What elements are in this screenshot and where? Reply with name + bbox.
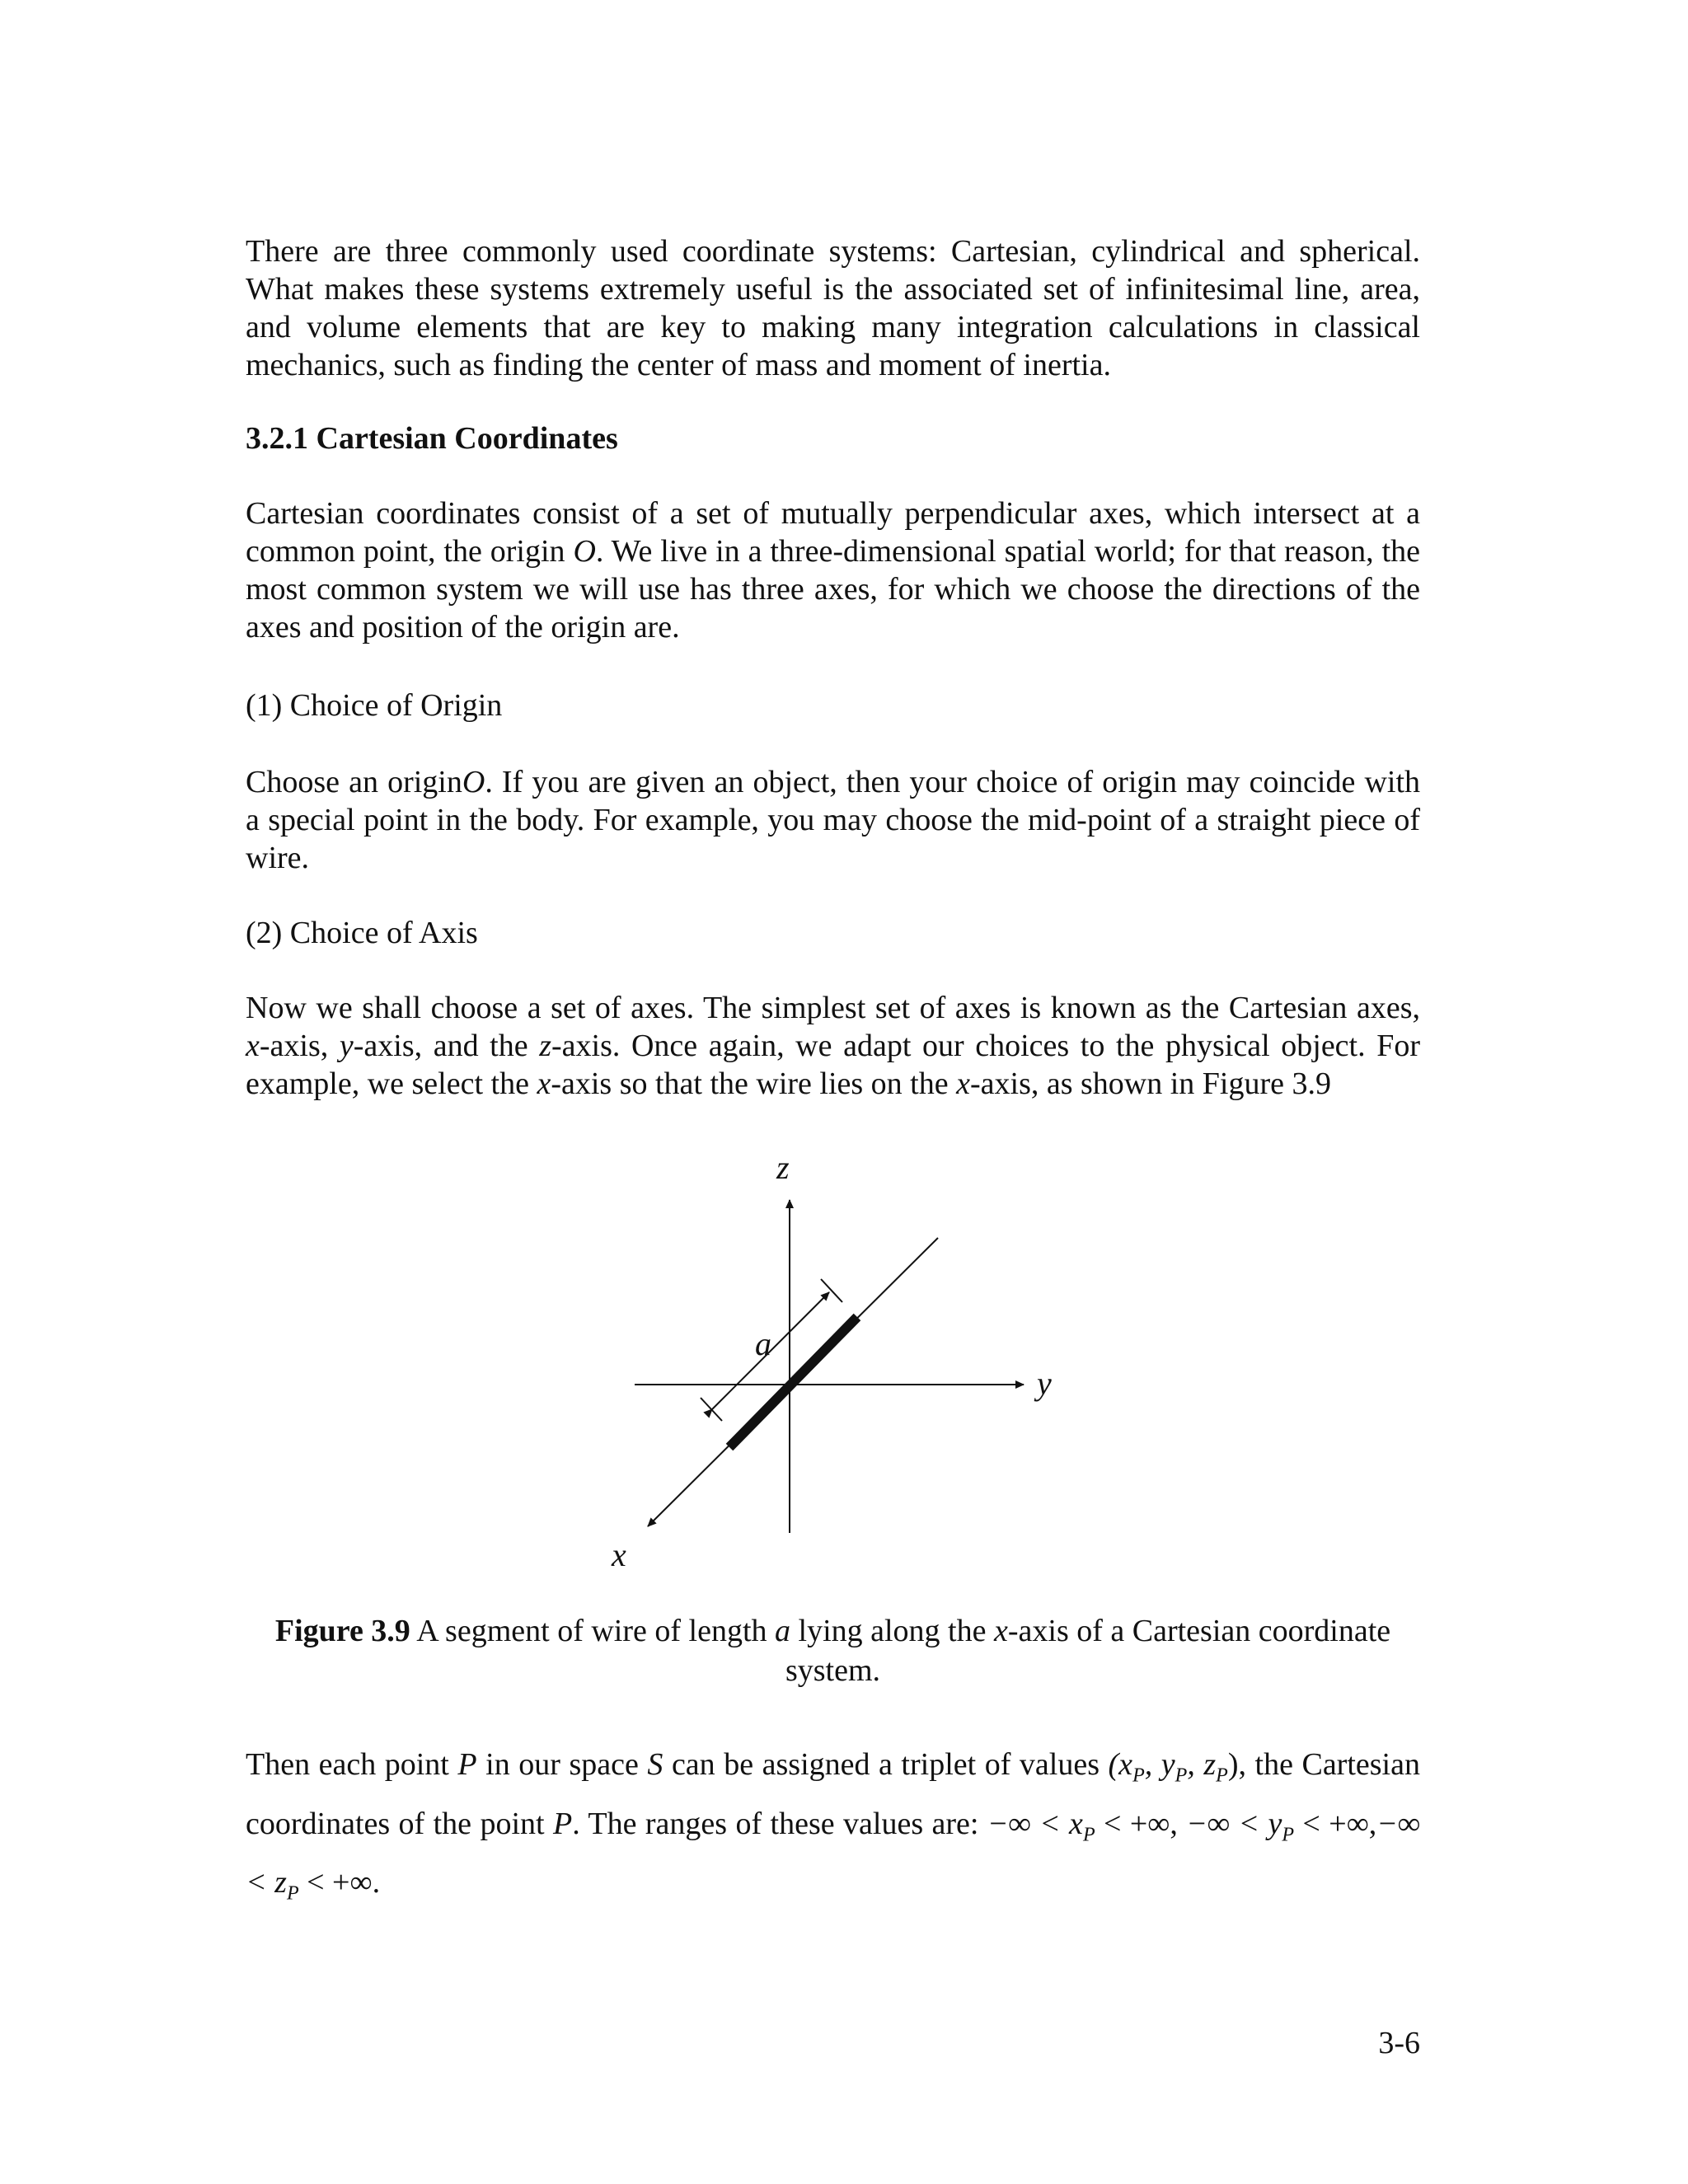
range-x-b: < +∞ xyxy=(1095,1806,1170,1841)
cartesian-text-a: Cartesian coordinates consist of a set of mutually perpendicular axes, which intersect at a common point, the origin xyxy=(246,496,1420,569)
origin-text-b: . If you are given an object, then your choice of origin may coincide with a special point in the body. For example, you may choose the mid-point of a straight piece of wire. xyxy=(246,765,1421,875)
range-z-b: < +∞ xyxy=(298,1865,373,1900)
triplet-sub-2: P xyxy=(1175,1765,1188,1787)
origin-text-a: Choose an origin xyxy=(246,765,462,799)
origin-choice-paragraph xyxy=(246,763,1420,877)
caption-text-c: -axis of a Cartesian coordinate system. xyxy=(785,1614,1391,1688)
range-y-sep: , xyxy=(1368,1806,1377,1841)
points-text-3: can be assigned a triplet of values xyxy=(663,1747,1109,1782)
figure-caption xyxy=(246,1611,1420,1690)
range-x-a: −∞ < x xyxy=(987,1806,1083,1841)
x-axis-label: x xyxy=(612,1536,626,1573)
axis-text-c: -axis, and the xyxy=(353,1029,540,1063)
origin-choice-title: (1) Choice of Origin xyxy=(246,688,503,723)
section-heading: 3.2.1 Cartesian Coordinates xyxy=(246,421,618,456)
y-axis-label: y xyxy=(1037,1365,1052,1402)
range-x-sep: , xyxy=(1170,1806,1178,1841)
caption-a-symbol: a xyxy=(775,1614,791,1648)
axis-text-d: -axis. Once again, we adapt our choices to the physical object. For example, we select the xyxy=(246,1029,1420,1101)
range-y-a: −∞ < y xyxy=(1186,1806,1282,1841)
points-text-2: in our space xyxy=(476,1747,648,1782)
axis-choice-paragraph xyxy=(246,989,1420,1103)
origin-symbol-2: O xyxy=(462,765,485,799)
point-p-symbol-1: P xyxy=(457,1747,477,1782)
axis-text-f: -axis, as shown in Figure 3.9 xyxy=(969,1066,1332,1101)
triplet-sub-3: P xyxy=(1216,1765,1228,1787)
dimension-tick-lower xyxy=(701,1398,722,1421)
page-number: 3-6 xyxy=(1378,2026,1420,2060)
triplet-close: ) xyxy=(1227,1747,1239,1782)
axis-text-a: Now we shall choose a set of axes. The simplest set of axes is known as the Cartesian axes, xyxy=(246,991,1420,1025)
range-y-b: < +∞ xyxy=(1294,1806,1369,1841)
triplet-sub-1: P xyxy=(1132,1765,1145,1787)
x-symbol-3: x xyxy=(956,1066,970,1101)
axis-text-e: -axis so that the wire lies on the xyxy=(551,1066,957,1101)
origin-symbol: O xyxy=(573,534,596,569)
x-symbol-2: x xyxy=(537,1066,551,1101)
wire-segment xyxy=(729,1317,857,1447)
cartesian-text-b: . We live in a three-dimensional spatial world; for that reason, the most common system we will use has three axes, for which we choose the directions of the axes and position of the origin are. xyxy=(246,534,1420,644)
length-a-label: a xyxy=(755,1325,771,1362)
axis-text-b: -axis, xyxy=(259,1029,340,1063)
dimension-tick-upper xyxy=(821,1279,842,1302)
range-z-sub: P xyxy=(286,1882,299,1905)
range-x-sub: P xyxy=(1082,1824,1095,1846)
caption-text-a: A segment of wire of length xyxy=(410,1614,776,1648)
axis-choice-title: (2) Choice of Axis xyxy=(246,916,478,950)
points-text-4: , the Cartesian coordinates of the point xyxy=(246,1747,1420,1841)
intro-paragraph: There are three commonly used coordinate systems: Cartesian, cylindrical and spherical. What makes these systems extremely useful is the associated set of infinitesimal line, area, and volume elements that are key to making many integration calculations in classical mechanics, such as finding the center of mass and moment of inertia. xyxy=(246,234,1420,382)
caption-x-symbol: x xyxy=(993,1614,1008,1648)
triplet-comma-2: , z xyxy=(1187,1747,1217,1782)
triplet-open: (x xyxy=(1108,1747,1133,1782)
range-z-a: −∞ < z xyxy=(246,1806,1421,1900)
y-symbol-1: y xyxy=(339,1029,354,1063)
coordinates-paragraph xyxy=(246,1741,1420,1918)
range-z-sep: . xyxy=(372,1865,381,1900)
x-symbol-1: x xyxy=(246,1029,260,1063)
cartesian-paragraph xyxy=(246,494,1420,646)
points-text-1: Then each point xyxy=(246,1747,458,1782)
range-y-sub: P xyxy=(1282,1824,1295,1846)
point-p-symbol-2: P xyxy=(552,1806,573,1841)
caption-text-b: lying along the xyxy=(790,1614,994,1648)
space-s-symbol: S xyxy=(647,1747,663,1782)
z-symbol-1: z xyxy=(539,1029,552,1063)
z-axis-label: z xyxy=(776,1154,790,1186)
figure-3-9-diagram xyxy=(610,1154,1104,1582)
caption-lead: Figure 3.9 xyxy=(274,1614,410,1648)
points-text-5: . The ranges of these values are: xyxy=(572,1806,987,1841)
triplet-comma-1: , y xyxy=(1144,1747,1175,1782)
